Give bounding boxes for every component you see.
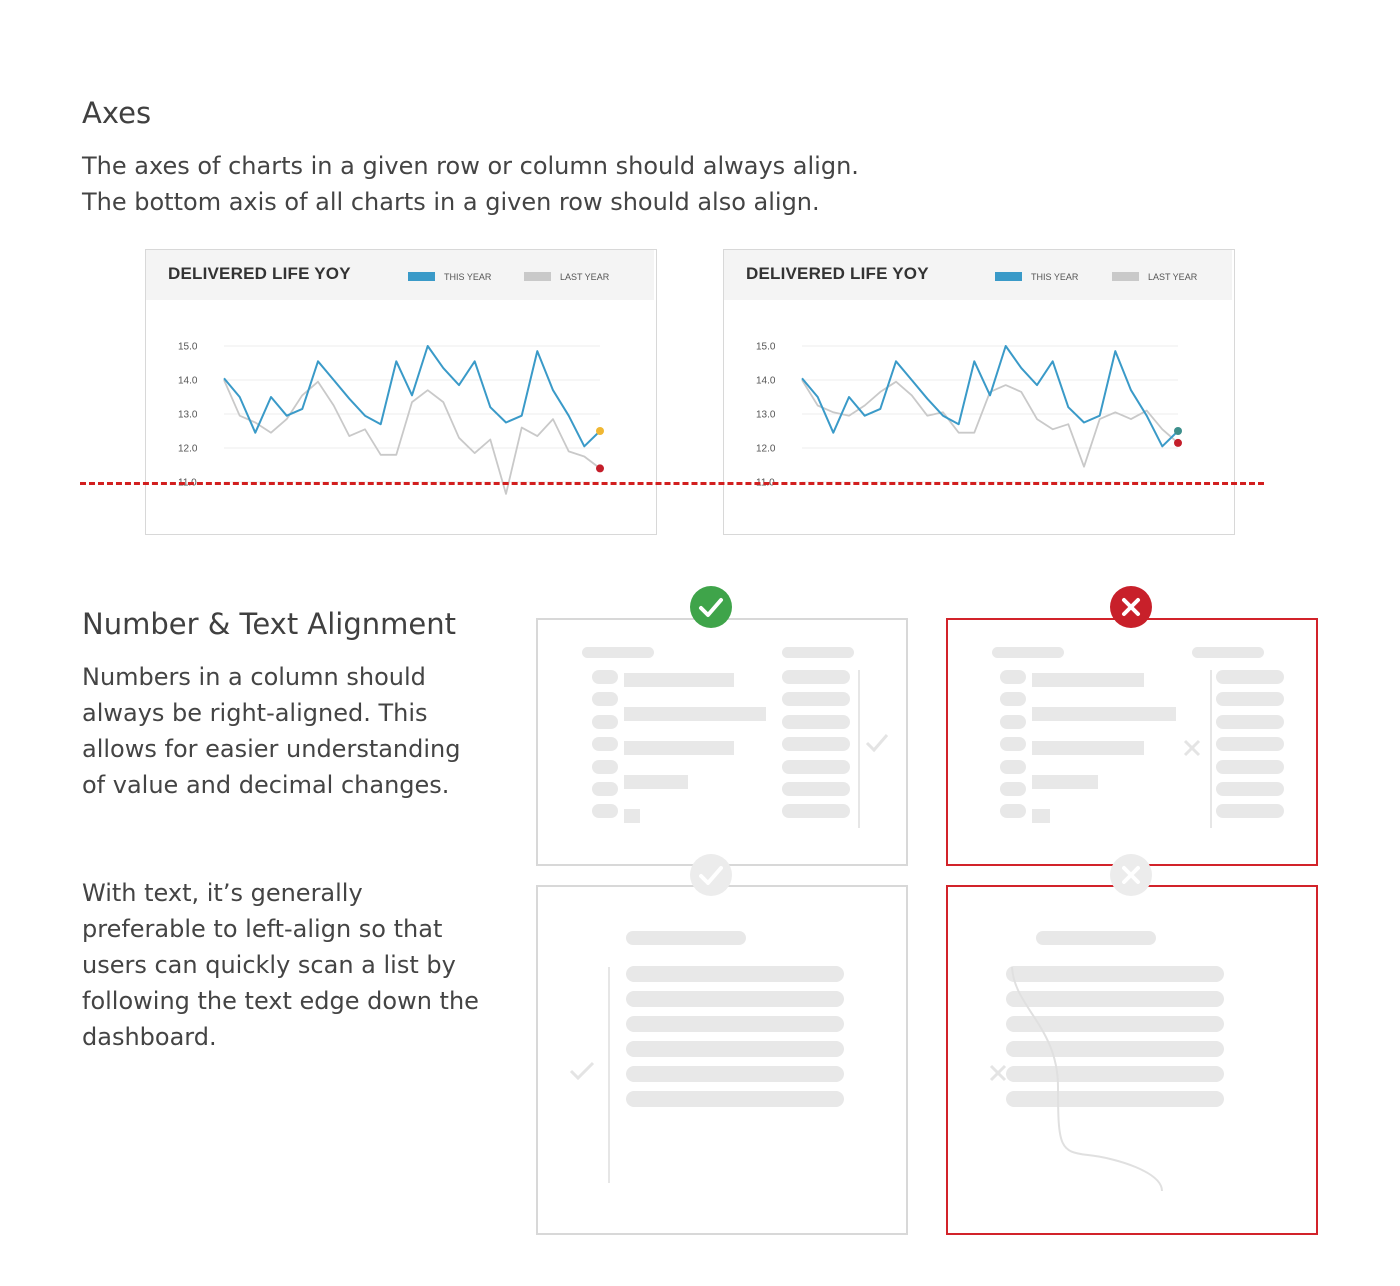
placeholder-cell [592,760,618,774]
placeholder-cell [592,737,618,751]
wavy-scan-path [948,887,1316,1233]
legend-label-last-year: LAST YEAR [560,272,610,282]
placeholder-number [1216,670,1284,684]
end-point-last-year [1174,439,1182,447]
placeholder-cell [1000,715,1026,729]
placeholder-cell [1000,737,1026,751]
alignment-paragraph-numbers: Numbers in a column should always be right-aligned. This allows for easier understanding of value and decimal changes. [82,663,461,799]
alignment-paragraph-text: With text, it’s generally preferable to left-align so that users can quickly scan a list by following the text edge down the dashboard. [82,879,479,1051]
example-good-number-alignment [536,618,908,866]
placeholder-text-line [626,1041,844,1057]
bad-example-badge-faded [1110,854,1152,896]
left-alignment-edge [1210,670,1212,828]
line-chart-plot [146,250,656,534]
placeholder-number [782,692,850,706]
example-good-text-alignment [536,885,908,1235]
chart-title: DELIVERED LIFE YOY [746,264,929,283]
placeholder-cell [1000,692,1026,706]
legend-label-this-year: THIS YEAR [444,272,492,282]
y-tick-label: 11.0 [178,477,197,489]
right-alignment-edge [858,670,860,828]
cross-icon [988,1063,1008,1083]
y-tick-label: 11.0 [756,477,775,489]
axes-description-line: The bottom axis of all charts in a given row should also align. [82,188,820,216]
chart-card-right [723,249,1235,535]
chart-card-left [145,249,657,535]
placeholder-cell [1000,782,1026,796]
y-tick-label: 14.0 [178,375,198,387]
axes-description-line: The axes of charts in a given row or column should always align. [82,152,859,180]
y-tick-label: 13.0 [756,409,776,421]
check-icon [568,1060,596,1082]
placeholder-bar [624,707,766,721]
placeholder-text-line [626,1066,844,1082]
placeholder-number [1216,692,1284,706]
placeholder-number [1216,804,1284,818]
example-bad-number-alignment [946,618,1318,866]
placeholder-cell [1000,804,1026,818]
y-tick-label: 15.0 [178,341,198,353]
chart-title: DELIVERED LIFE YOY [168,264,351,283]
check-icon [864,732,890,754]
bottom-axis-alignment-guide [80,482,1264,485]
placeholder-cell [592,715,618,729]
bad-example-badge [1110,586,1152,628]
placeholder-number [1216,760,1284,774]
y-tick-label: 12.0 [756,443,776,455]
placeholder-header [626,931,746,945]
placeholder-text-line [626,966,844,982]
placeholder-text-line [626,1091,844,1107]
placeholder-bar [624,673,734,687]
close-icon [1110,854,1152,896]
placeholder-number [782,715,850,729]
check-icon [690,854,732,896]
placeholder-bar [1032,809,1050,823]
series-line-last-year [224,380,600,494]
good-example-badge [690,586,732,628]
placeholder-number [782,804,850,818]
placeholder-text-line [626,1016,844,1032]
placeholder-bar [1032,673,1144,687]
placeholder-number [782,760,850,774]
close-icon [1110,586,1152,628]
placeholder-number [782,782,850,796]
cross-icon [1182,738,1202,758]
placeholder-cell [1000,670,1026,684]
placeholder-header [782,647,854,658]
placeholder-header [1192,647,1264,658]
placeholder-bar [1032,707,1176,721]
check-icon [690,586,732,628]
end-point-this-year [596,427,604,435]
series-line-this-year [224,346,600,446]
placeholder-number [1216,737,1284,751]
series-line-this-year [802,346,1178,446]
left-alignment-edge [608,967,610,1183]
y-tick-label: 12.0 [178,443,198,455]
placeholder-text-line [626,991,844,1007]
placeholder-bar [624,741,734,755]
legend-label-this-year: THIS YEAR [1031,272,1079,282]
placeholder-cell [1000,760,1026,774]
line-chart-plot [724,250,1234,534]
axes-heading: Axes [82,96,152,130]
legend-label-last-year: LAST YEAR [1148,272,1198,282]
placeholder-bar [1032,775,1098,789]
example-bad-text-alignment [946,885,1318,1235]
placeholder-header [582,647,654,658]
placeholder-number [782,670,850,684]
placeholder-header [992,647,1064,658]
placeholder-cell [592,670,618,684]
alignment-heading: Number & Text Alignment [82,607,456,641]
y-tick-label: 15.0 [756,341,776,353]
good-example-badge-faded [690,854,732,896]
placeholder-bar [624,775,688,789]
placeholder-number [1216,782,1284,796]
placeholder-cell [592,692,618,706]
placeholder-cell [592,804,618,818]
axes-description [82,148,859,220]
placeholder-number [782,737,850,751]
end-point-last-year [596,464,604,472]
placeholder-number [1216,715,1284,729]
placeholder-bar [1032,741,1144,755]
y-tick-label: 13.0 [178,409,198,421]
placeholder-cell [592,782,618,796]
placeholder-bar [624,809,640,823]
y-tick-label: 14.0 [756,375,776,387]
end-point-this-year [1174,427,1182,435]
